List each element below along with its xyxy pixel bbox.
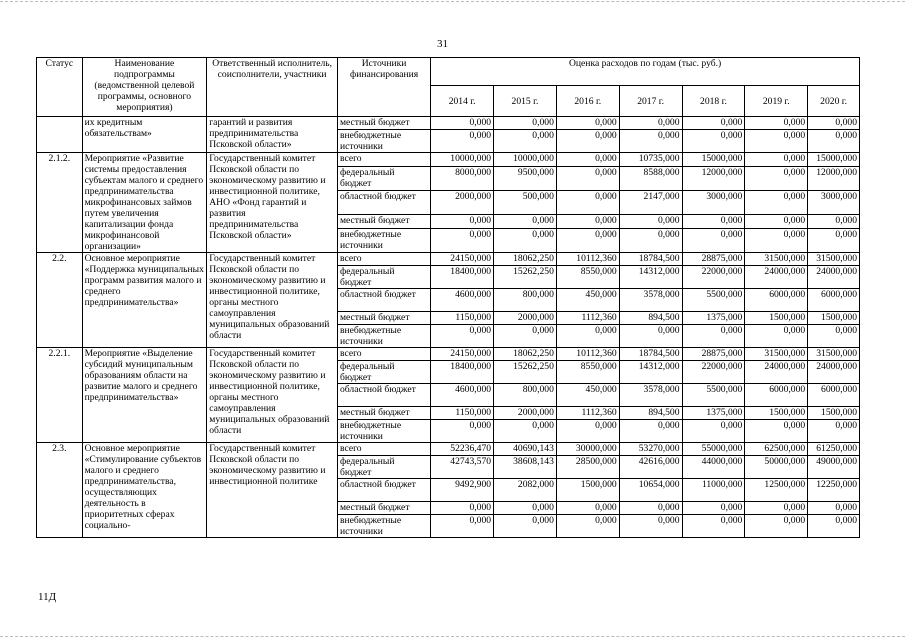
source-cell: областной бюджет	[337, 479, 430, 502]
value-cell: 8000,000	[431, 166, 494, 190]
source-cell: всего	[337, 443, 430, 456]
value-cell: 0,000	[619, 515, 682, 538]
value-cell: 500,000	[494, 190, 557, 214]
value-cell: 6000,000	[745, 384, 808, 407]
value-cell: 0,000	[431, 215, 494, 229]
header-year: 2018 г.	[682, 86, 745, 117]
value-cell: 2147,000	[619, 190, 682, 214]
value-cell: 0,000	[556, 515, 619, 538]
value-cell: 0,000	[682, 117, 745, 130]
status-cell: 2.3.	[37, 443, 83, 538]
value-cell: 0,000	[494, 228, 557, 252]
source-cell: всего	[337, 153, 430, 167]
value-cell: 0,000	[808, 502, 860, 515]
name-cell: Мероприятие «Выделение субсидий муниципальным образованиям области на развитие малого и среднего предпринимательства»	[82, 348, 207, 443]
value-cell: 18400,000	[431, 266, 494, 289]
value-cell: 800,000	[494, 289, 557, 312]
value-cell: 2000,000	[431, 190, 494, 214]
value-cell: 15262,250	[494, 361, 557, 384]
value-cell: 15000,000	[682, 153, 745, 167]
value-cell: 0,000	[619, 215, 682, 229]
value-cell: 61250,000	[808, 443, 860, 456]
table-row	[37, 443, 860, 456]
value-cell: 0,000	[682, 228, 745, 252]
status-cell	[37, 117, 83, 153]
source-cell: всего	[337, 253, 430, 266]
source-cell: областной бюджет	[337, 190, 430, 214]
value-cell: 24000,000	[808, 266, 860, 289]
value-cell: 0,000	[808, 420, 860, 443]
value-cell: 0,000	[745, 420, 808, 443]
value-cell: 8588,000	[619, 166, 682, 190]
source-cell: областной бюджет	[337, 289, 430, 312]
value-cell: 18062,250	[494, 253, 557, 266]
value-cell: 0,000	[808, 215, 860, 229]
value-cell: 0,000	[431, 130, 494, 153]
value-cell: 18784,500	[619, 348, 682, 361]
value-cell: 450,000	[556, 289, 619, 312]
value-cell: 0,000	[556, 325, 619, 348]
header-year: 2014 г.	[431, 86, 494, 117]
value-cell: 5500,000	[682, 289, 745, 312]
value-cell: 12250,000	[808, 479, 860, 502]
value-cell: 24150,000	[431, 348, 494, 361]
value-cell: 0,000	[431, 420, 494, 443]
name-cell: Основное мероприятие «Поддержка муниципальных программ развития малого и среднего предпринимательства»	[82, 253, 207, 348]
source-cell: федеральный бюджет	[337, 166, 430, 190]
value-cell: 0,000	[556, 228, 619, 252]
value-cell: 10000,000	[431, 153, 494, 167]
value-cell: 0,000	[431, 117, 494, 130]
source-cell: внебюджетные источники	[337, 515, 430, 538]
value-cell: 0,000	[494, 420, 557, 443]
source-cell: федеральный бюджет	[337, 361, 430, 384]
page-number: 31	[437, 38, 448, 50]
value-cell: 0,000	[745, 515, 808, 538]
value-cell: 0,000	[494, 515, 557, 538]
executor-cell: Государственный комитет Псковской области по экономическому развитию и инвестиционной политике, АНО «Фонд гарантий и развития предпринимательства Псковской области»	[207, 153, 338, 253]
value-cell: 44000,000	[682, 456, 745, 479]
value-cell: 12000,000	[682, 166, 745, 190]
value-cell: 0,000	[682, 515, 745, 538]
value-cell: 0,000	[682, 502, 745, 515]
value-cell: 0,000	[619, 325, 682, 348]
value-cell: 0,000	[808, 117, 860, 130]
value-cell: 10000,000	[494, 153, 557, 167]
value-cell: 42616,000	[619, 456, 682, 479]
value-cell: 30000,000	[556, 443, 619, 456]
value-cell: 53270,000	[619, 443, 682, 456]
value-cell: 15000,000	[808, 153, 860, 167]
value-cell: 52236,470	[431, 443, 494, 456]
value-cell: 0,000	[556, 117, 619, 130]
value-cell: 1375,000	[682, 312, 745, 325]
value-cell: 28500,000	[556, 456, 619, 479]
expenditure-table	[36, 57, 860, 538]
value-cell: 24000,000	[745, 361, 808, 384]
scan-top-edge	[0, 1, 905, 2]
status-cell: 2.2.1.	[37, 348, 83, 443]
source-cell: внебюджетные источники	[337, 325, 430, 348]
header-status: Статус	[37, 58, 83, 117]
value-cell: 10735,000	[619, 153, 682, 167]
value-cell: 49000,000	[808, 456, 860, 479]
value-cell: 40690,143	[494, 443, 557, 456]
header-executor: Ответственный исполнитель, соисполнители, участники	[207, 58, 338, 117]
value-cell: 10112,360	[556, 348, 619, 361]
value-cell: 0,000	[808, 228, 860, 252]
value-cell: 2000,000	[494, 312, 557, 325]
value-cell: 1500,000	[808, 407, 860, 420]
header-year: 2019 г.	[745, 86, 808, 117]
header-year: 2015 г.	[494, 86, 557, 117]
value-cell: 1112,360	[556, 312, 619, 325]
value-cell: 24000,000	[808, 361, 860, 384]
table-row	[37, 253, 860, 266]
value-cell: 0,000	[619, 420, 682, 443]
name-cell: Основное мероприятие «Стимулирование субъектов малого и среднего предпринимательства, осуществляющих деятельность в приоритетных сферах социально-	[82, 443, 207, 538]
value-cell: 5500,000	[682, 384, 745, 407]
value-cell: 4600,000	[431, 384, 494, 407]
header-year: 2017 г.	[619, 86, 682, 117]
value-cell: 0,000	[556, 190, 619, 214]
value-cell: 0,000	[556, 420, 619, 443]
value-cell: 1500,000	[745, 407, 808, 420]
value-cell: 2000,000	[494, 407, 557, 420]
value-cell: 6000,000	[808, 289, 860, 312]
value-cell: 3000,000	[682, 190, 745, 214]
value-cell: 14312,000	[619, 266, 682, 289]
source-cell: федеральный бюджет	[337, 266, 430, 289]
value-cell: 0,000	[619, 117, 682, 130]
value-cell: 0,000	[682, 420, 745, 443]
value-cell: 31500,000	[745, 253, 808, 266]
source-cell: местный бюджет	[337, 312, 430, 325]
value-cell: 0,000	[745, 166, 808, 190]
value-cell: 28875,000	[682, 253, 745, 266]
value-cell: 0,000	[619, 228, 682, 252]
value-cell: 0,000	[682, 130, 745, 153]
value-cell: 0,000	[808, 515, 860, 538]
value-cell: 0,000	[745, 190, 808, 214]
value-cell: 62500,000	[745, 443, 808, 456]
value-cell: 0,000	[745, 215, 808, 229]
value-cell: 1112,360	[556, 407, 619, 420]
executor-cell: гарантий и развития предпринимательства Псковской области»	[207, 117, 338, 153]
source-cell: местный бюджет	[337, 117, 430, 130]
value-cell: 22000,000	[682, 266, 745, 289]
value-cell: 0,000	[431, 502, 494, 515]
value-cell: 0,000	[494, 215, 557, 229]
value-cell: 9492,900	[431, 479, 494, 502]
source-cell: местный бюджет	[337, 502, 430, 515]
value-cell: 1150,000	[431, 407, 494, 420]
value-cell: 0,000	[682, 215, 745, 229]
value-cell: 0,000	[619, 502, 682, 515]
value-cell: 6000,000	[745, 289, 808, 312]
value-cell: 8550,000	[556, 361, 619, 384]
value-cell: 0,000	[682, 325, 745, 348]
value-cell: 3000,000	[808, 190, 860, 214]
value-cell: 0,000	[556, 166, 619, 190]
status-cell: 2.1.2.	[37, 153, 83, 253]
value-cell: 11000,000	[682, 479, 745, 502]
scan-bottom-edge	[0, 636, 905, 637]
source-cell: внебюджетные источники	[337, 420, 430, 443]
value-cell: 1150,000	[431, 312, 494, 325]
value-cell: 450,000	[556, 384, 619, 407]
value-cell: 24150,000	[431, 253, 494, 266]
value-cell: 31500,000	[745, 348, 808, 361]
value-cell: 1375,000	[682, 407, 745, 420]
value-cell: 24000,000	[745, 266, 808, 289]
document-code: 11Д	[38, 591, 57, 603]
value-cell: 12500,000	[745, 479, 808, 502]
value-cell: 0,000	[745, 325, 808, 348]
value-cell: 9500,000	[494, 166, 557, 190]
value-cell: 0,000	[745, 502, 808, 515]
value-cell: 18784,500	[619, 253, 682, 266]
table-row	[37, 153, 860, 167]
source-cell: областной бюджет	[337, 384, 430, 407]
source-cell: внебюджетные источники	[337, 228, 430, 252]
source-cell: федеральный бюджет	[337, 456, 430, 479]
table-row	[37, 117, 860, 130]
value-cell: 0,000	[556, 153, 619, 167]
table-row	[37, 348, 860, 361]
value-cell: 0,000	[808, 325, 860, 348]
value-cell: 12000,000	[808, 166, 860, 190]
value-cell: 0,000	[745, 153, 808, 167]
value-cell: 31500,000	[808, 348, 860, 361]
value-cell: 4600,000	[431, 289, 494, 312]
header-name: Наименование подпрограммы (ведомственной целевой программы, основного мероприятия)	[82, 58, 207, 117]
value-cell: 22000,000	[682, 361, 745, 384]
value-cell: 8550,000	[556, 266, 619, 289]
value-cell: 31500,000	[808, 253, 860, 266]
value-cell: 1500,000	[808, 312, 860, 325]
value-cell: 1500,000	[556, 479, 619, 502]
value-cell: 0,000	[745, 117, 808, 130]
value-cell: 6000,000	[808, 384, 860, 407]
name-cell: Мероприятие «Развитие системы предоставления субъектам малого и среднего предпринимательства микрофинансовых займов путем увеличения капитализации фонда микрофинансовой организации»	[82, 153, 207, 253]
executor-cell: Государственный комитет Псковской области по экономическому развитию и инвестиционной политике, органы местного самоуправления муниципальных образований области	[207, 348, 338, 443]
executor-cell: Государственный комитет Псковской области по экономическому развитию и инвестиционной политике	[207, 443, 338, 538]
value-cell: 0,000	[556, 502, 619, 515]
name-cell: их кредитным обязательствам»	[82, 117, 207, 153]
value-cell: 800,000	[494, 384, 557, 407]
header-estimate: Оценка расходов по годам (тыс. руб.)	[431, 58, 860, 86]
value-cell: 14312,000	[619, 361, 682, 384]
status-cell: 2.2.	[37, 253, 83, 348]
value-cell: 10654,000	[619, 479, 682, 502]
value-cell: 0,000	[556, 215, 619, 229]
value-cell: 0,000	[494, 325, 557, 348]
value-cell: 894,500	[619, 312, 682, 325]
value-cell: 0,000	[431, 228, 494, 252]
value-cell: 0,000	[556, 130, 619, 153]
value-cell: 0,000	[494, 130, 557, 153]
header-sources: Источники финансирования	[337, 58, 430, 117]
value-cell: 38608,143	[494, 456, 557, 479]
value-cell: 50000,000	[745, 456, 808, 479]
value-cell: 42743,570	[431, 456, 494, 479]
header-year: 2020 г.	[808, 86, 860, 117]
value-cell: 0,000	[431, 515, 494, 538]
value-cell: 1500,000	[745, 312, 808, 325]
value-cell: 28875,000	[682, 348, 745, 361]
source-cell: местный бюджет	[337, 215, 430, 229]
value-cell: 10112,360	[556, 253, 619, 266]
value-cell: 0,000	[431, 325, 494, 348]
value-cell: 0,000	[745, 130, 808, 153]
value-cell: 18400,000	[431, 361, 494, 384]
value-cell: 3578,000	[619, 289, 682, 312]
header-year: 2016 г.	[556, 86, 619, 117]
source-cell: внебюджетные источники	[337, 130, 430, 153]
value-cell: 3578,000	[619, 384, 682, 407]
value-cell: 0,000	[808, 130, 860, 153]
value-cell: 0,000	[745, 228, 808, 252]
executor-cell: Государственный комитет Псковской области по экономическому развитию и инвестиционной политике, органы местного самоуправления муниципальных образований области	[207, 253, 338, 348]
source-cell: местный бюджет	[337, 407, 430, 420]
value-cell: 0,000	[619, 130, 682, 153]
value-cell: 55000,000	[682, 443, 745, 456]
value-cell: 894,500	[619, 407, 682, 420]
value-cell: 15262,250	[494, 266, 557, 289]
source-cell: всего	[337, 348, 430, 361]
value-cell: 2082,000	[494, 479, 557, 502]
value-cell: 0,000	[494, 502, 557, 515]
value-cell: 0,000	[494, 117, 557, 130]
value-cell: 18062,250	[494, 348, 557, 361]
